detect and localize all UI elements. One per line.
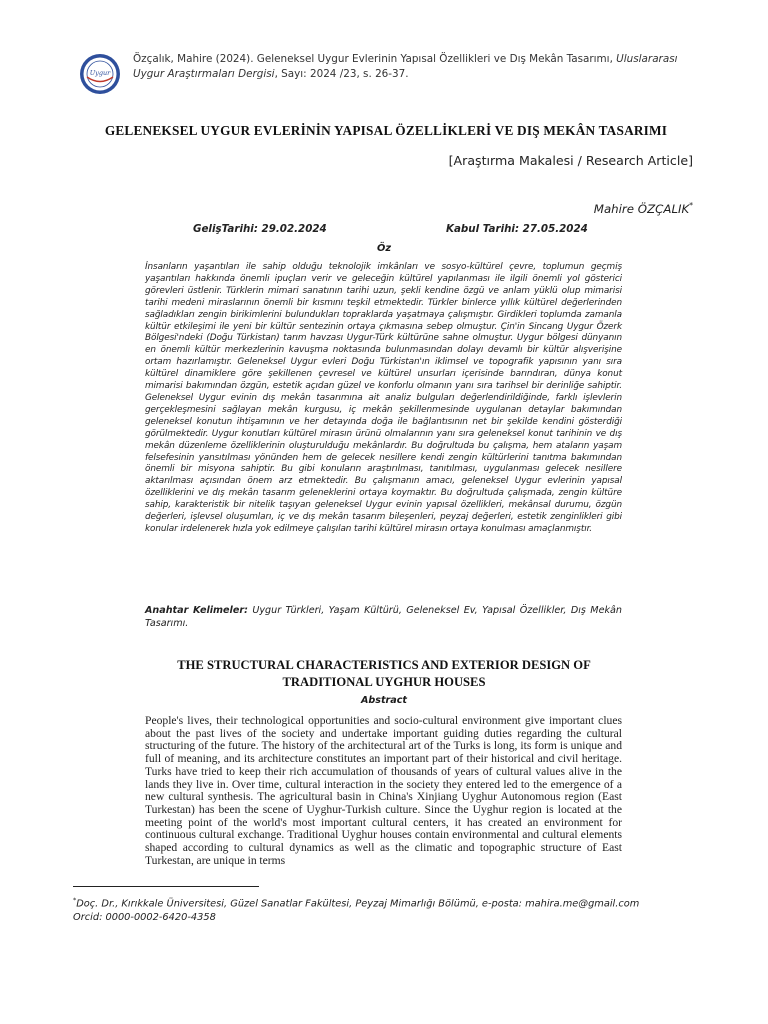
footnote-affiliation — [73, 893, 693, 911]
journal-logo — [79, 53, 121, 95]
footnote — [73, 893, 693, 925]
citation — [133, 52, 703, 82]
abstract-paragraph: People's lives, their technological opportunities and socio-cultural environment give important clues about the past lives of the society and undertake important guiding duties regarding the cultural structuring of the future. The history of the architectural art of the Turks is long, its form is unique and full of meaning, and its architecture constitutes an important part of their historical and civil heritage. Turks have tried to keep their rich accumulation of thousands of years of cultural values alive in the lands they live in. Over time, cultural interaction in the society they entered led to the emergence of a new cultural synthesis. The agricultural basin in China's Xinjiang Uyghur Autonomous region (East Turkestan) has been the scene of Uyghur-Turkish culture. Since the Uyghur region is located at the meeting point of the world's most important cultural centers, it has created an environment for continuous cultural exchange. Traditional Uyghur houses contain environmental and cultural elements shaped according to cultural dynamics as well as the climatic and topographic structure of East Turkestan, are unique in terms — [145, 714, 622, 867]
received-date: GelişTarihi: 29.02.2024 — [193, 223, 327, 235]
author-text: Mahire ÖZÇALIK — [593, 201, 690, 216]
author-footnote-mark[interactable]: * — [689, 201, 693, 210]
footnote-affiliation-text: Doç. Dr., Kırıkkale Üniversitesi, Güzel Sanatlar Fakültesi, Peyzaj Mimarlığı Bölümü, e-posta: mahira.me@gmail.com — [76, 898, 640, 910]
article-type: [Araştırma Makalesi / Research Article] — [448, 153, 693, 168]
author-name — [594, 201, 693, 216]
citation-journal: Uluslararası Uygur Araştırmaları Dergisi — [133, 53, 678, 80]
abstract-heading: Abstract — [360, 695, 408, 706]
accepted-date: Kabul Tarihi: 27.05.2024 — [446, 223, 588, 235]
citation-prefix: Özçalık, Mahire (2024). Geleneksel Uygur Evlerinin Yapısal Özellikleri ve Dış Mekân Tasarımı, — [133, 53, 617, 65]
citation-suffix: , Sayı: 2024 /23, s. 26-37. — [274, 68, 409, 80]
oz-paragraph: İnsanların yaşantıları ile sahip olduğu teknolojik imkânları ve sosyo-kültürel çevre, toplumun geçmiş yaşantıları hakkında önemli ipuçları verir ve geleceğin kültürel yapılanması ile ilgili önemli yol gösterici görevleri üstlenir. Türklerin mimari sanatının tarihi uzun, şekli kendine özgü ve anlam yüklü olup mimarisi tarihi medeni miraslarının önemli bir kısmını teşkil etmektedir. Türkler binlerce yıllık kültürel değerlerinden sağladıkları zengin birikimlerini bulundukları topraklarda yaşatmaya çalışmıştır. Girdikleri toplumda zamanla kültür etkileşimi ile yeni bir kültür sentezinin ortaya çıkmasına sebep olmuştur. Çin'in Sincang Uygur Özerk Bölgesi'ndeki (Doğu Türkistan) tarım havzası Uygur-Türk kültürüne sahne olmuştur. Uygur bölgesi dünyanın en önemli kültür merkezlerinin kavuşma noktasında bulunmasından dolayı devamlı bir kültür alışverişine ortam hazırlamıştır. Geleneksel Uygur evleri Doğu Türkistan'ın iklimsel ve topografik yapısının yanı sıra kültürel dinamiklere göre şekillenen çevresel ve kültürel unsurları içerisinde barındıran, dünya konut mimarisi bakımından özgün, estetik açıdan güzel ve konforlu olmanın yanı sıra tarihsel bir derinliğe sahiptir. Geleneksel Uygur evinin dış mekân tasarımına ait analiz bulguları değerlendirildiğinde, farklı işlevlerin gerçekleşmesini sağlayan mekân kurgusu, iç mekân şekillenmesinde uygulanan detaylar bakımından geleneksel konutun ihtişamının ve her detayında doğa ile bağlantısının net bir şekilde kendini gösterdiği görülmektedir. Uygur konutları kültürel mirasın ürünü olmalarının yanı sıra geleneksel konut tarihinin ve dış mekân düzenleme özelliklerinin oluşturulduğu mekânlardır. Bu doğrultuda bu çalışma, hem ataların yaşam felsefesinin yansıtılması yönünden hem de gelecek nesillere kendi zengin kültürlerini tanıtma bakımından önemli bir misyona sahiptir. Bu gibi konuların araştırılması, tanıtılması, uygulanması gelecek nesillere aktarılması açısından önem arz etmektedir. Bu çalışmanın amacı, geleneksel Uygur evlerinin yapısal özelliklerini ve dış mekân tasarım geleneklerini ortaya koymaktır. Bu doğrultuda çalışmada, zengin kültüre sahip, karakteristik bir nitelik taşıyan geleneksel Uygur evinin yapısal özellikleri, mekânsal durumu, özgün değerleri, işlevsel oluşumları, iç ve dış mekân tasarım bileşenleri, peyzaj değerleri, estetik zenginlikleri gibi konular irdelenerek hızla yok edilmeye çalışılan tarihi kültürel mirasın ortaya konulması amaçlanmıştır. — [145, 262, 622, 534]
footnote-orcid: Orcid: 0000-0002-6420-4358 — [73, 912, 216, 924]
logo-wordmark: Uygur — [89, 69, 111, 77]
oz-heading: Öz — [376, 243, 392, 254]
keywords-label: Anahtar Kelimeler: — [145, 605, 248, 616]
keywords-text: Uygur Türkleri, Yaşam Kültürü, Geleneksel Ev, Yapısal Özellikler, Dış Mekân Tasarımı. — [145, 605, 622, 629]
keywords — [145, 604, 622, 630]
english-title: THE STRUCTURAL CHARACTERISTICS AND EXTERIOR DESIGN OF TRADITIONAL UYGHUR HOUSES — [177, 658, 591, 689]
footnote-mark: * — [73, 896, 77, 904]
footnote-divider — [73, 886, 259, 887]
article-title: GELENEKSEL UYGUR EVLERİNİN YAPISAL ÖZELLİKLERİ VE DIŞ MEKÂN TASARIMI — [104, 123, 668, 138]
